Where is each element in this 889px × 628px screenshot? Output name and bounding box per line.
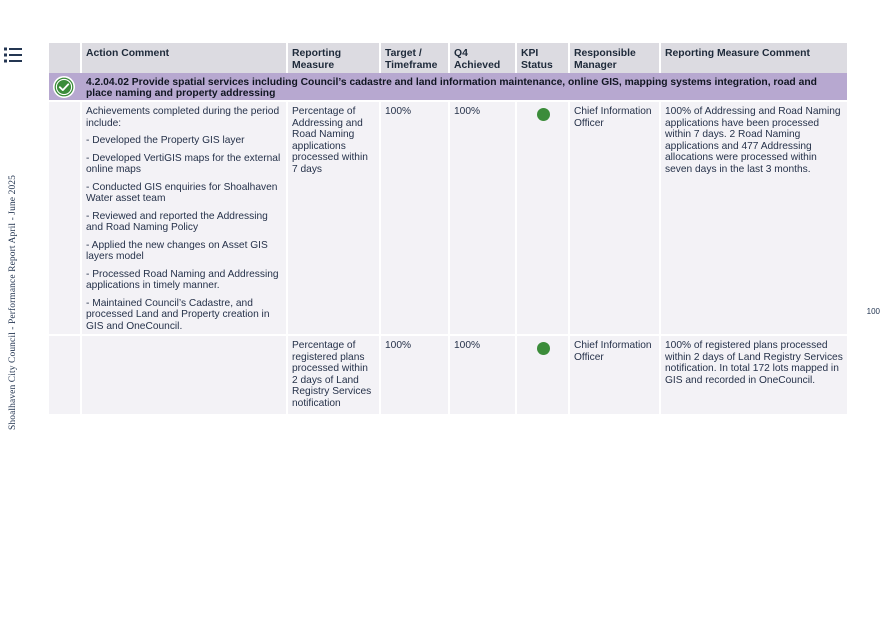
- page-number: 100: [866, 307, 880, 316]
- row-status-cell: [49, 334, 82, 414]
- header-reporting-measure: Reporting Measure: [288, 43, 381, 73]
- document-side-title: Shoalhaven City Council - Performance Report April - June 2025: [8, 175, 18, 430]
- reporting-measure-cell: Percentage of registered plans processed within 2 days of Land Registry Services notification: [288, 334, 381, 414]
- action-status-cell: [49, 73, 82, 100]
- performance-table: [49, 43, 847, 414]
- action-title: 4.2.04.02 Provide spatial services including Council’s cadastre and land information maintenance, online GIS, mapping systems integration, road and place naming and property addressing: [82, 73, 847, 100]
- action-row: [49, 73, 847, 100]
- comment-line: - Developed the Property GIS layer: [86, 135, 245, 147]
- measure-comment-cell: 100% of Addressing and Road Naming applications have been processed within 7 days. 2 Road Naming applications and 477 Addressing allocations were processed within seven days in the last 3 months.: [661, 100, 847, 334]
- comment-line: - Conducted GIS enquiries for Shoalhaven Water asset team: [86, 181, 278, 205]
- row-status-cell: [49, 100, 82, 334]
- comment-line: - Developed VertiGIS maps for the external online maps: [86, 152, 281, 176]
- header-responsible-manager: Responsible Manager: [570, 43, 661, 73]
- target-cell: 100%: [381, 100, 450, 334]
- measure-comment-cell: 100% of registered plans processed within 2 days of Land Registry Services notification. In total 172 lots mapped in GIS and recorded in OneCouncil.: [661, 334, 847, 414]
- responsible-manager-cell: Chief Information Officer: [570, 334, 661, 414]
- comment-line: - Applied the new changes on Asset GIS layers model: [86, 239, 268, 263]
- kpi-status-dot: [537, 342, 550, 355]
- table-of-contents-icon[interactable]: [4, 47, 22, 63]
- target-cell: 100%: [381, 334, 450, 414]
- comment-line: - Processed Road Naming and Addressing applications in timely manner.: [86, 268, 279, 292]
- table-row: [49, 334, 847, 414]
- kpi-status-cell: [517, 334, 570, 414]
- q4-achieved-cell: 100%: [450, 334, 517, 414]
- check-circle-icon: [53, 76, 75, 98]
- comment-line: - Reviewed and reported the Addressing and Road Naming Policy: [86, 210, 268, 234]
- kpi-status-cell: [517, 100, 570, 334]
- header-measure-comment: Reporting Measure Comment: [661, 43, 847, 73]
- comment-line: Achievements completed during the period include:: [86, 106, 280, 129]
- action-comment-cell: [82, 100, 288, 334]
- header-action-comment: Action Comment: [82, 43, 288, 73]
- header-q4-achieved: Q4 Achieved: [450, 43, 517, 73]
- responsible-manager-cell: Chief Information Officer: [570, 100, 661, 334]
- action-comment-cell: [82, 334, 288, 414]
- table-row: [49, 100, 847, 334]
- table-header-row: [49, 43, 847, 73]
- kpi-status-dot: [537, 108, 550, 121]
- q4-achieved-cell: 100%: [450, 100, 517, 334]
- header-status-column: [49, 43, 82, 73]
- reporting-measure-cell: Percentage of Addressing and Road Naming applications processed within 7 days: [288, 100, 381, 334]
- header-kpi-status: KPI Status: [517, 43, 570, 73]
- comment-line: - Maintained Council’s Cadastre, and processed Land and Property creation in GIS and OneCouncil.: [86, 297, 270, 332]
- header-target: Target / Timeframe: [381, 43, 450, 73]
